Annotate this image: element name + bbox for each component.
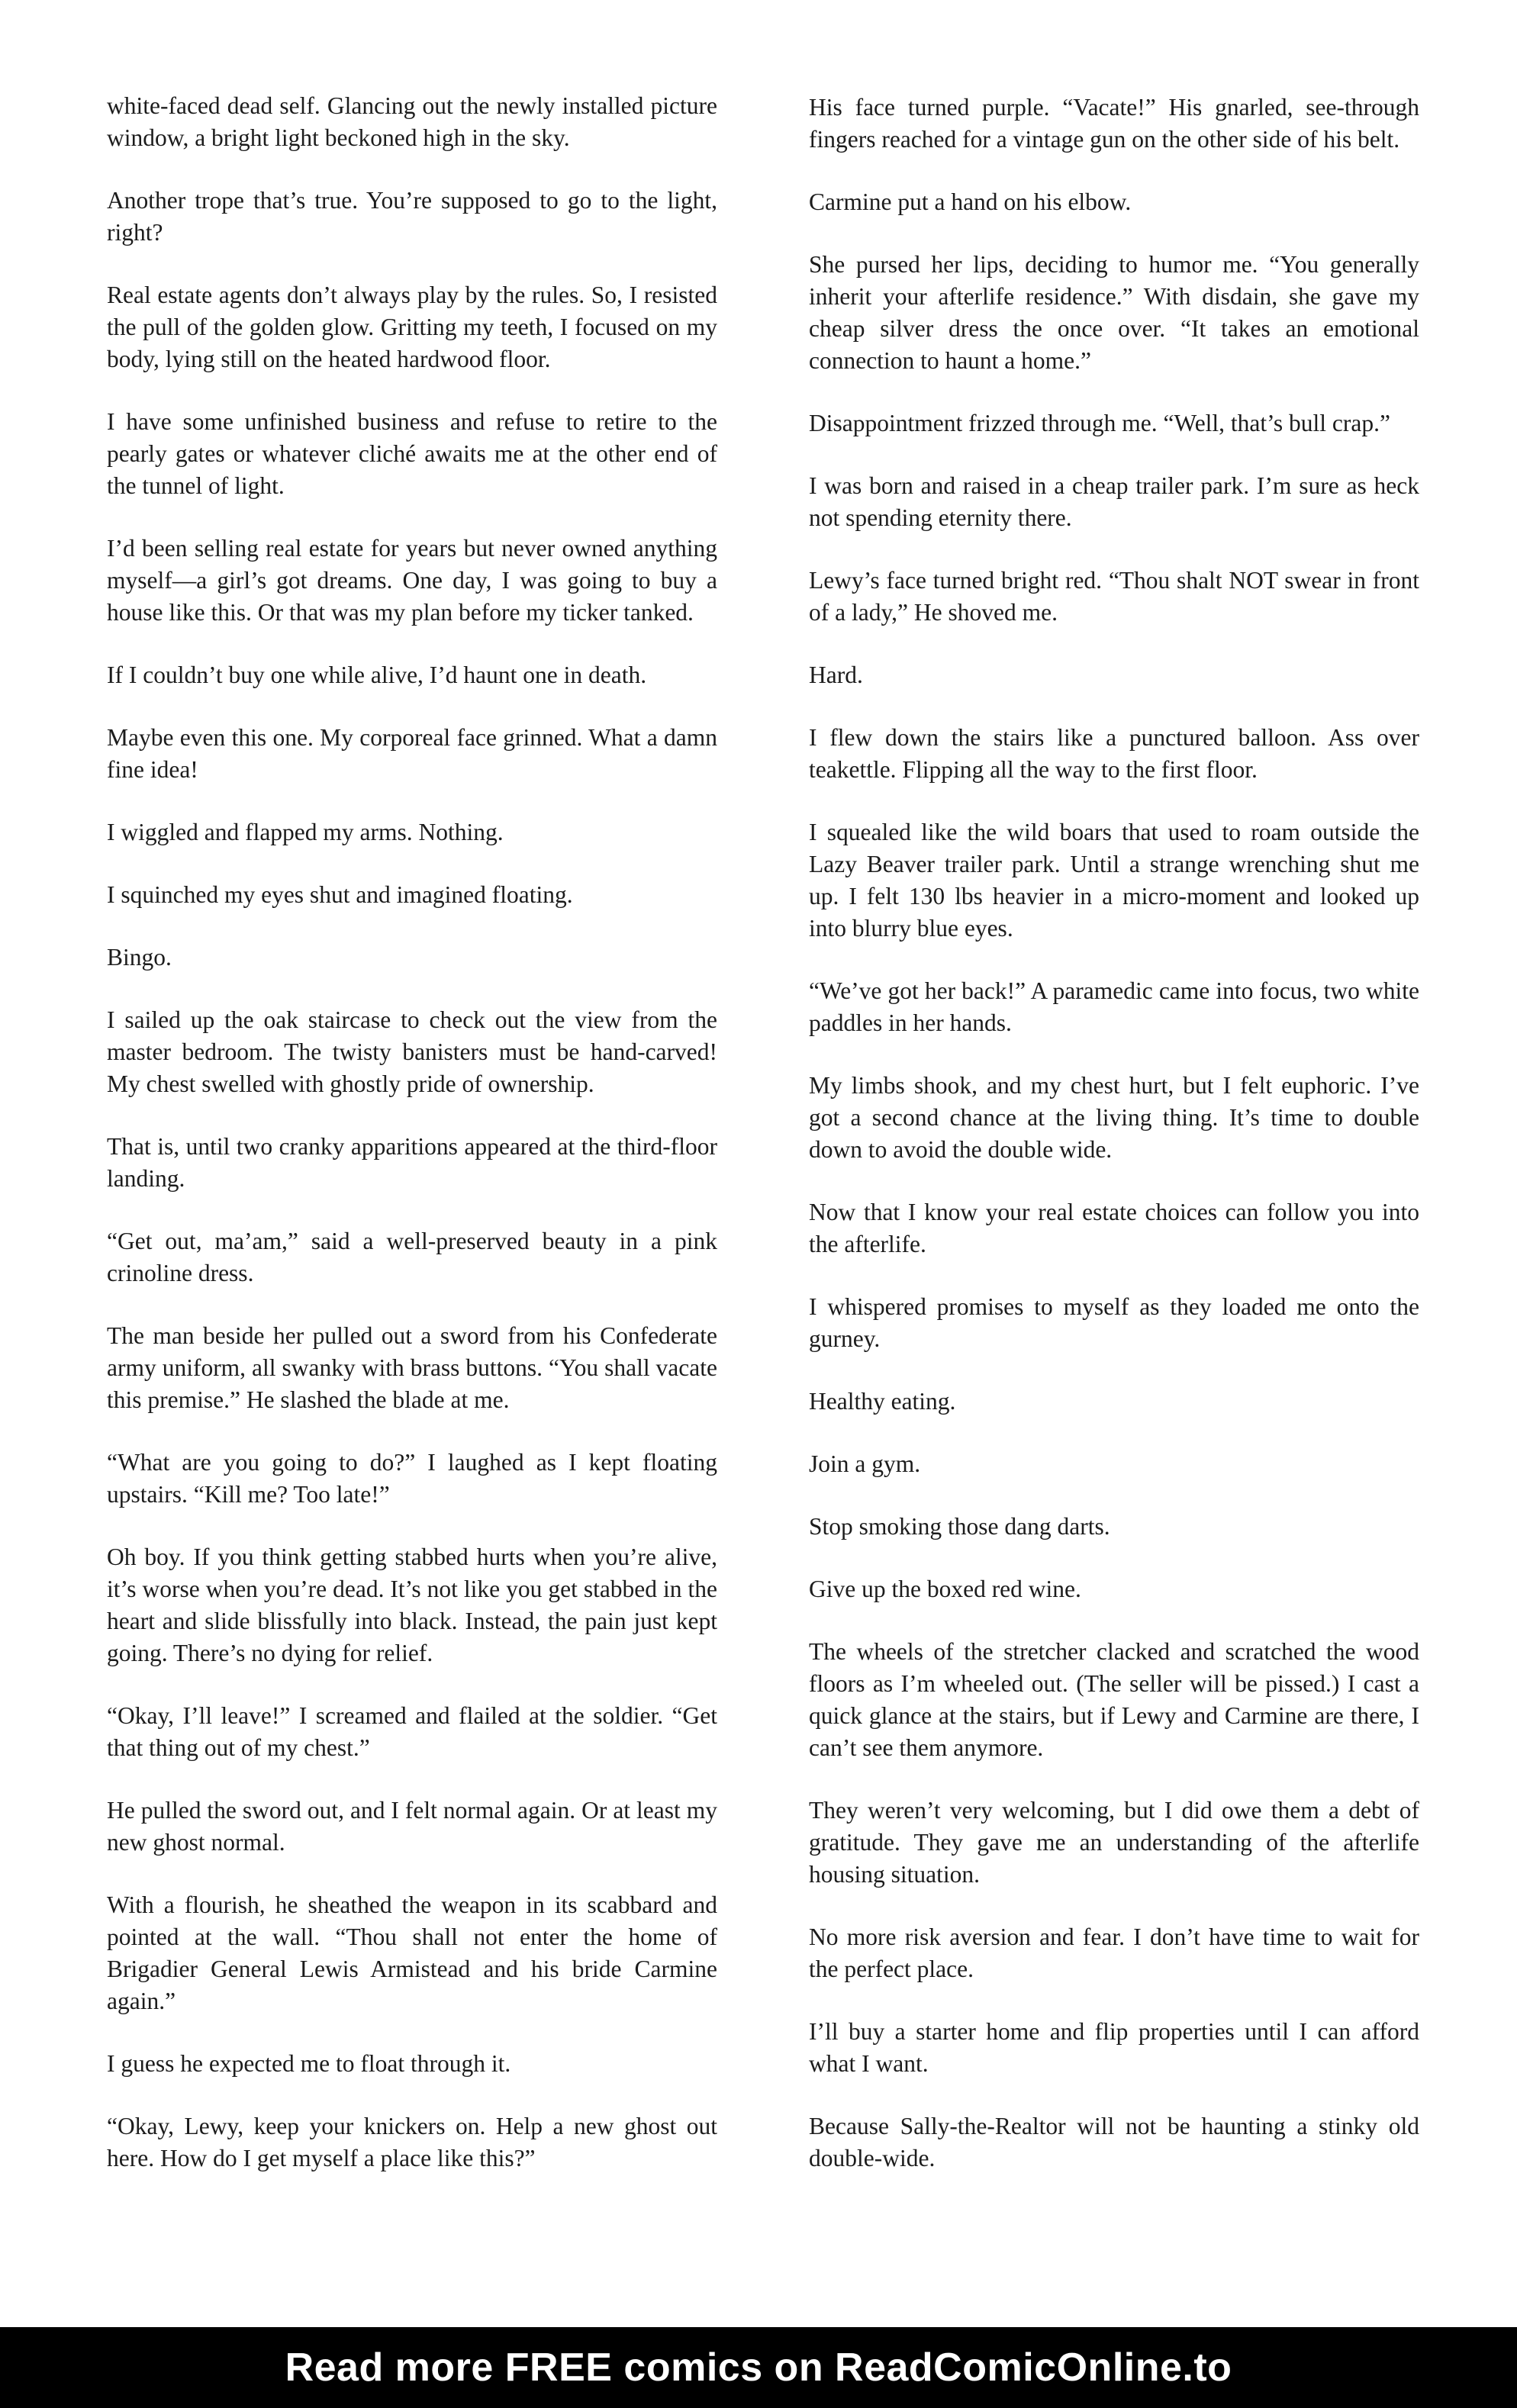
paragraph: Real estate agents don’t always play by the rules. So, I resisted the pull of the golden glow. Gritting my teeth, I focused on my body, lying still on the heated hardwood floor. — [107, 282, 717, 372]
paragraph: That is, until two cranky apparitions appeared at the third-floor landing. — [107, 1133, 717, 1192]
paragraph: I sailed up the oak staircase to check out the view from the master bedroom. The twisty banisters must be hand-carved! My chest swelled with ghostly pride of ownership. — [107, 1006, 717, 1097]
paragraph: I was born and raised in a cheap trailer park. I’m sure as heck not spending eternity there. — [809, 472, 1419, 531]
paragraph: Carmine put a hand on his elbow. — [809, 188, 1132, 215]
paragraph: Because Sally-the-Realtor will not be haunting a stinky old double-wide. — [809, 2113, 1419, 2171]
paragraph: Lewy’s face turned bright red. “Thou shalt NOT swear in front of a lady,” He shoved me. — [809, 567, 1419, 626]
left-text-column — [107, 90, 717, 2175]
promo-banner — [0, 2327, 1517, 2408]
paragraph: My limbs shook, and my chest hurt, but I felt euphoric. I’ve got a second chance at the living thing. It’s time to double down to avoid the double wide. — [809, 1072, 1419, 1163]
paragraph: “Get out, ma’am,” said a well-preserved beauty in a pink crinoline dress. — [107, 1228, 717, 1286]
paragraph: I wiggled and flapped my arms. Nothing. — [107, 819, 504, 845]
paragraph: His face turned purple. “Vacate!” His gnarled, see-through fingers reached for a vintage gun on the other side of his belt. — [809, 94, 1419, 153]
paragraph: She pursed her lips, deciding to humor me. “You generally inherit your afterlife residence.” With disdain, she gave my cheap silver dress the once over. “It takes an emotional connection to haunt a home.” — [809, 251, 1419, 374]
paragraph: Disappointment frizzed through me. “Well, that’s bull crap.” — [809, 410, 1390, 436]
paragraph: “Okay, I’ll leave!” I screamed and flailed at the soldier. “Get that thing out of my chest.” — [107, 1702, 717, 1761]
promo-banner-link[interactable]: Read more FREE comics on ReadComicOnline.to — [285, 2345, 1232, 2390]
paragraph: I guess he expected me to float through it. — [107, 2050, 511, 2077]
paragraph: Oh boy. If you think getting stabbed hurts when you’re alive, it’s worse when you’re dead. It’s not like you get stabbed in the heart and slide blissfully into black. Instead, the pain just kept going. There’s no dying for relief. — [107, 1544, 717, 1666]
paragraph: Another trope that’s true. You’re supposed to go to the light, right? — [107, 187, 717, 246]
paragraph: Maybe even this one. My corporeal face grinned. What a damn fine idea! — [107, 724, 717, 783]
paragraph: The man beside her pulled out a sword from his Confederate army uniform, all swanky with brass buttons. “You shall vacate this premise.” He slashed the blade at me. — [107, 1322, 717, 1413]
paragraph: “What are you going to do?” I laughed as I kept floating upstairs. “Kill me? Too late!” — [107, 1449, 717, 1508]
paragraph: With a flourish, he sheathed the weapon in its scabbard and pointed at the wall. “Thou shall not enter the home of Brigadier General Lewis Armistead and his bride Carmine again.” — [107, 1891, 717, 2014]
paragraph: I’ll buy a starter home and flip properties until I can afford what I want. — [809, 2018, 1419, 2077]
right-text-column — [809, 92, 1419, 2175]
paragraph: He pulled the sword out, and I felt normal again. Or at least my new ghost normal. — [107, 1797, 717, 1856]
paragraph: “Okay, Lewy, keep your knickers on. Help a new ghost out here. How do I get myself a place like this?” — [107, 2113, 717, 2171]
paragraph: I squealed like the wild boars that used to roam outside the Lazy Beaver trailer park. Until a strange wrenching shut me up. I felt 130 lbs heavier in a micro-moment and looked up into blurry blue eyes. — [809, 819, 1419, 942]
paragraph: I squinched my eyes shut and imagined floating. — [107, 881, 573, 908]
paragraph: Join a gym. — [809, 1450, 921, 1477]
paragraph: white-faced dead self. Glancing out the newly installed picture window, a bright light beckoned high in the sky. — [107, 92, 717, 151]
paragraph: They weren’t very welcoming, but I did owe them a debt of gratitude. They gave me an understanding of the afterlife housing situation. — [809, 1797, 1419, 1888]
paragraph: I’d been selling real estate for years but never owned anything myself—a girl’s got dreams. One day, I was going to buy a house like this. Or that was my plan before my ticker tanked. — [107, 535, 717, 626]
paragraph: I have some unfinished business and refuse to retire to the pearly gates or whatever cliché awaits me at the other end of the tunnel of light. — [107, 408, 717, 499]
paragraph: Hard. — [809, 662, 863, 688]
paragraph: If I couldn’t buy one while alive, I’d haunt one in death. — [107, 662, 647, 688]
paragraph: No more risk aversion and fear. I don’t have time to wait for the perfect place. — [809, 1924, 1419, 1982]
paragraph: Now that I know your real estate choices can follow you into the afterlife. — [809, 1199, 1419, 1257]
paragraph: Healthy eating. — [809, 1388, 956, 1415]
paragraph: “We’ve got her back!” A paramedic came into focus, two white paddles in her hands. — [809, 977, 1419, 1036]
paragraph: Bingo. — [107, 944, 172, 971]
paragraph: I flew down the stairs like a punctured balloon. Ass over teakettle. Flipping all the way to the first floor. — [809, 724, 1419, 783]
paragraph: I whispered promises to myself as they loaded me onto the gurney. — [809, 1293, 1419, 1352]
paragraph: Give up the boxed red wine. — [809, 1576, 1081, 1602]
paragraph: Stop smoking those dang darts. — [809, 1513, 1110, 1540]
paragraph: The wheels of the stretcher clacked and scratched the wood floors as I’m wheeled out. (The seller will be pissed.) I cast a quick glance at the stairs, but if Lewy and Carmine are there, I can’t see them anymore. — [809, 1638, 1419, 1761]
